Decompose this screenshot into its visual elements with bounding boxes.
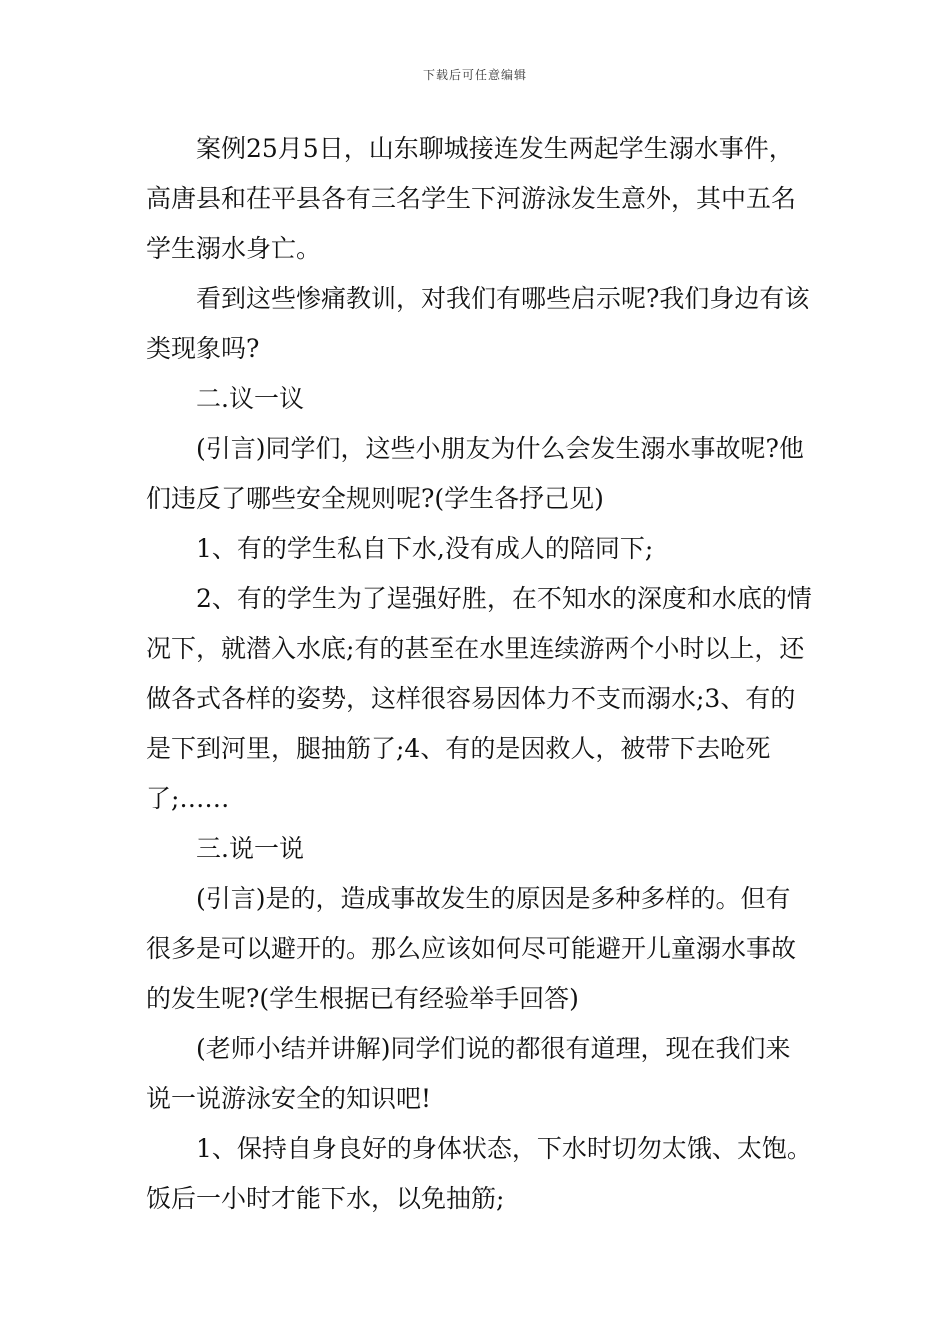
paragraph-case-report: 案例25月5日，山东聊城接连发生两起学生溺水事件，高唐县和茌平县各有三名学生下河游泳发生意外，其中五名学生溺水身亡。 — [146, 134, 797, 263]
section-heading-talk: 三.说一说 — [196, 834, 304, 863]
header-note: 下载后可任意编辑 — [422, 68, 527, 82]
paragraph-question: 看到这些惨痛教训，对我们有哪些启示呢?我们身边有该类现象吗? — [146, 284, 810, 363]
paragraph-safety-tip-1: 1、保持自身良好的身体状态，下水时切勿太饿、太饱。饭后一小时才能下水，以免抽筋; — [146, 1134, 812, 1213]
paragraph-teacher-summary: (老师小结并讲解)同学们说的都很有道理，现在我们来说一说游泳安全的知识吧! — [146, 1034, 791, 1113]
document-body — [146, 124, 814, 1224]
paragraph-discuss-intro: (引言)同学们，这些小朋友为什么会发生溺水事故呢?他们违反了哪些安全规则呢?(学生各抒己见) — [146, 434, 804, 513]
paragraph-reason-2: 2、有的学生为了逞强好胜，在不知水的深度和水底的情况下，就潜入水底;有的甚至在水里连续游两个小时以上，还做各式各样的姿势，这样很容易因体力不支而溺水;3、有的是下到河里，腿抽筋了;4、有的是因救人，被带下去呛死了;…… — [146, 584, 812, 813]
paragraph-reason-1: 1、有的学生私自下水,没有成人的陪同下; — [196, 534, 654, 563]
section-heading-discuss: 二.议一议 — [196, 384, 304, 413]
paragraph-talk-intro: (引言)是的，造成事故发生的原因是多种多样的。但有很多是可以避开的。那么应该如何尽可能避开儿童溺水事故的发生呢?(学生根据已有经验举手回答) — [146, 884, 797, 1013]
